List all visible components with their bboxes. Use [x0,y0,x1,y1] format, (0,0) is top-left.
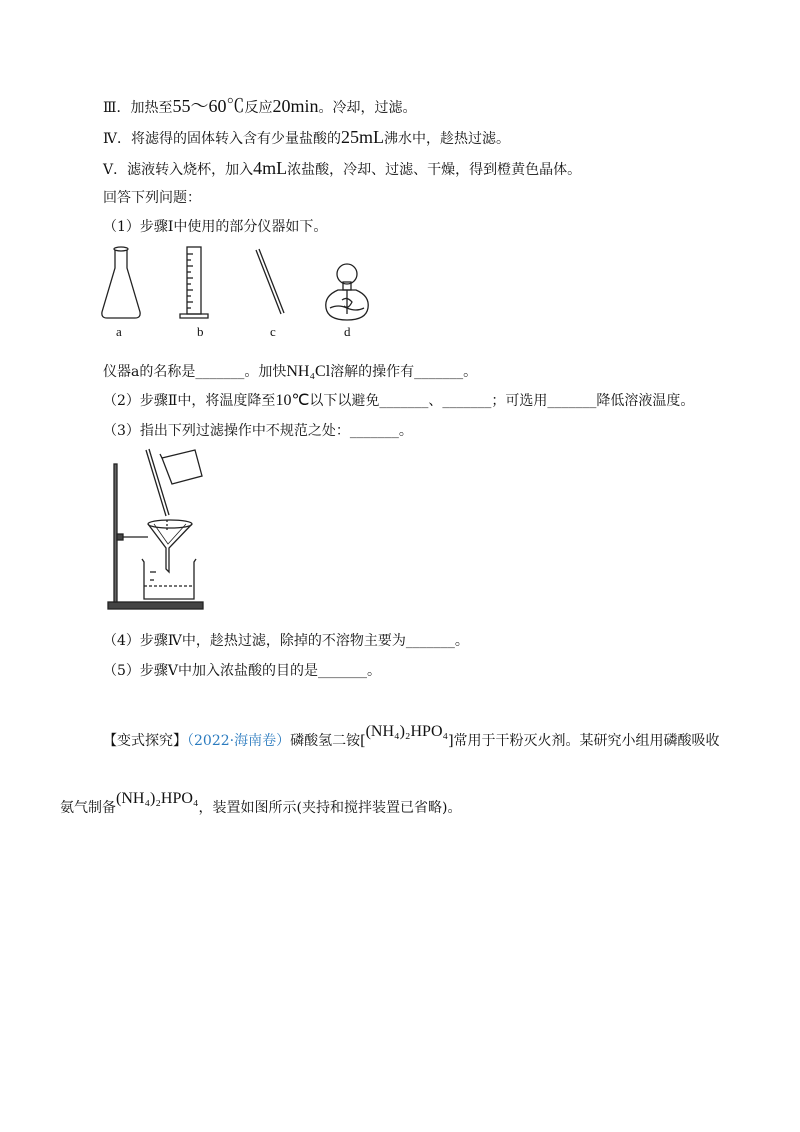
funnel-icon [148,520,192,572]
variant-tag: 【变式探究】 [103,733,187,749]
instrument-label-b: b [197,324,204,339]
stand-rod-icon [114,464,117,602]
variant-source: （2022·海南卷） [187,733,291,749]
variant-line-2: 氨气制备(NH₄)₂HPO₄，装置如图所示(夹持和搅拌装置已省略)。 [60,790,462,816]
glass-rod-icon [256,249,284,314]
variant-formula: (NH₄)₂HPO₄ [365,723,449,740]
stand-base-icon [108,602,203,609]
pouring-beaker-icon [160,450,202,484]
instrument-label-d: d [344,324,351,339]
graduated-cylinder-icon [180,247,208,318]
question-2: （2）步骤Ⅱ中，将温度降至10℃以下以避免_______、_______；可选用_______降低溶液温度。 [103,392,695,409]
step-5: Ⅴ．滤液转入烧杯，加入4mL浓盐酸，冷却、过滤、干燥，得到橙黄色晶体。 [103,158,582,178]
question-3: （3）指出下列过滤操作中不规范之处：_______。 [103,423,413,439]
question-4: （4）步骤Ⅳ中，趁热过滤，除掉的不溶物主要为_______。 [103,633,469,649]
question-1-blanks: 仪器a的名称是_______。加快NH₄Cl溶解的操作有_______。 [103,363,478,380]
variant-line-1: 【变式探究】（2022·海南卷）磷酸氢二铵[(NH₄)₂HPO₄]常用于干粉灭火剂。某研究小组用磷酸吸收 [103,723,720,749]
variant-formula-2: (NH₄)₂HPO₄ [116,790,199,807]
question-1: （1）步骤Ⅰ中使用的部分仪器如下。 [103,219,328,235]
filtration-figure [100,444,220,614]
instruments-figure [98,244,378,344]
glass-rod-icon [146,449,169,516]
conical-flask-icon [102,247,140,318]
alcohol-lamp-icon [326,264,369,320]
answer-prompt: 回答下列问题： [103,190,201,206]
step-3: Ⅲ．加热至55～60℃反应20min。冷却，过滤。 [103,96,417,116]
instrument-label-a: a [116,324,122,339]
question-5: （5）步骤Ⅴ中加入浓盐酸的目的是_______。 [103,663,382,679]
step-4: Ⅳ．将滤得的固体转入含有少量盐酸的25mL沸水中，趁热过滤。 [103,127,510,147]
instrument-label-c: c [270,324,276,339]
